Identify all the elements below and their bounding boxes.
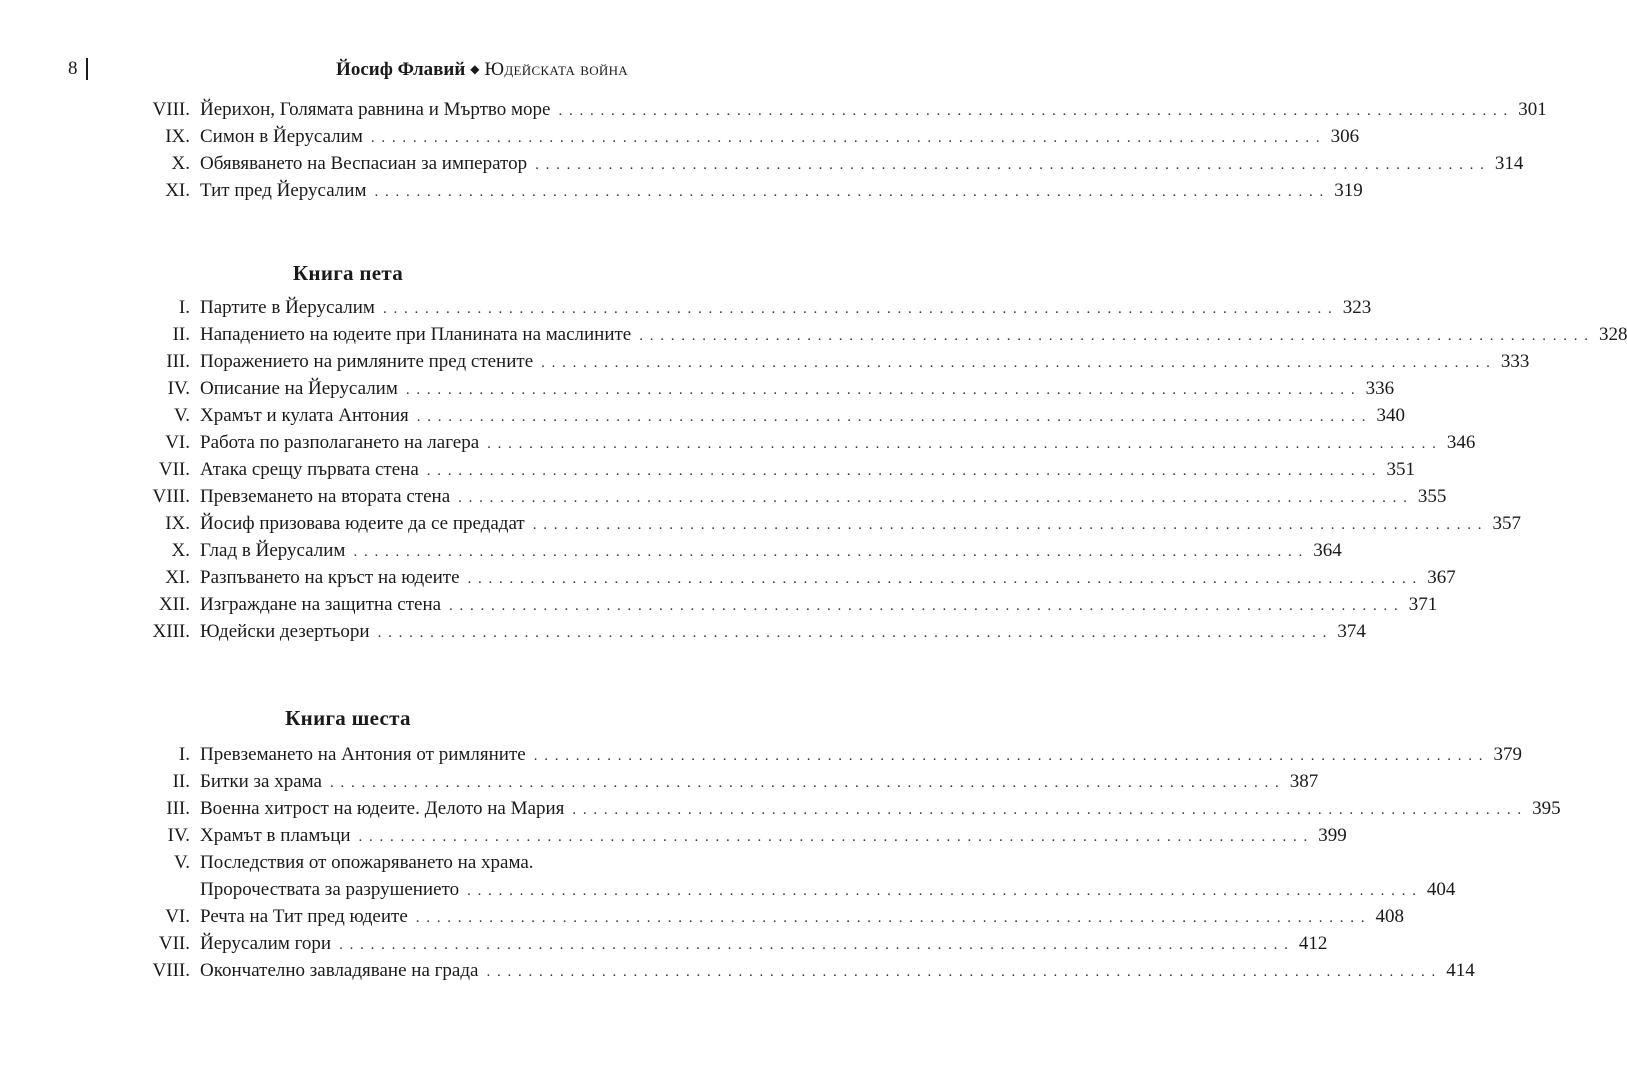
toc-entry[interactable] (68, 321, 1627, 348)
chapter-title: Глад в Йерусалим (200, 540, 346, 561)
dot-leader (534, 743, 1484, 770)
page-ref: 412 (1298, 933, 1328, 954)
page-ref: 301 (1518, 99, 1547, 120)
toc-book-six (68, 741, 1561, 984)
chapter-number: XII. (158, 594, 190, 615)
chapter-title: Атака срещу първата стена (200, 459, 419, 480)
toc-entry[interactable] (68, 402, 1406, 429)
chapter-title: Юдейски дезертьори (200, 621, 370, 642)
chapter-number: I. (178, 744, 190, 765)
chapter-number: X. (171, 153, 190, 174)
page-ref: 387 (1289, 771, 1319, 792)
dot-leader (416, 905, 1366, 932)
dot-leader (330, 770, 1280, 797)
dot-leader (572, 797, 1522, 824)
dot-leader (541, 350, 1491, 377)
chapter-number: IX. (165, 126, 190, 147)
dot-leader (383, 296, 1333, 323)
page-ref: 336 (1365, 378, 1395, 399)
chapter-title: Йосиф призовава юдеите да се предадат (200, 513, 525, 534)
chapter-number: II. (172, 771, 190, 792)
chapter-number: VIII. (152, 960, 190, 981)
toc-entry[interactable] (68, 177, 1363, 204)
page-ref: 306 (1330, 126, 1360, 147)
toc-entry[interactable] (68, 618, 1366, 645)
chapter-title: Поражението на римляните пред стените (200, 351, 534, 372)
diamond-icon: ◆ (470, 62, 480, 76)
dot-leader (535, 152, 1485, 179)
page-ref: 379 (1493, 744, 1522, 765)
chapter-number: III. (166, 351, 190, 372)
chapter-number: VI. (165, 432, 190, 453)
chapter-title: Храмът и кулата Антония (200, 405, 409, 426)
page-ref: 333 (1500, 351, 1530, 372)
toc-entry[interactable] (68, 483, 1447, 510)
toc-entry[interactable] (68, 903, 1405, 930)
book-title: Юдейската война (484, 59, 628, 80)
chapter-title: Окончателно завладяване на града (200, 960, 479, 981)
chapter-number: XIII. (152, 621, 190, 642)
dot-leader (374, 179, 1324, 206)
toc-entry[interactable] (68, 510, 1521, 537)
toc-entry[interactable] (68, 930, 1328, 957)
page-ref: 357 (1492, 513, 1521, 534)
chapter-number: III. (166, 798, 190, 819)
toc-entry[interactable] (68, 429, 1476, 456)
toc-entry[interactable] (68, 96, 1547, 123)
chapter-title: Йерихон, Голямата равнина и Мъртво море (200, 99, 551, 120)
page-ref: 414 (1446, 960, 1475, 981)
dot-leader (378, 620, 1328, 647)
chapter-title: Изграждане на защитна стена (200, 594, 442, 615)
page-ref: 323 (1342, 297, 1372, 318)
page-ref: 364 (1313, 540, 1342, 561)
page-ref: 328 (1598, 324, 1627, 345)
chapter-number: IV. (167, 378, 190, 399)
page-number: 8 (68, 58, 78, 79)
chapter-number: I. (178, 297, 190, 318)
chapter-title: Описание на Йерусалим (200, 378, 398, 399)
toc-section-continued (68, 96, 1547, 204)
book-six-heading: Книга шеста (285, 706, 411, 730)
chapter-number: VI. (165, 906, 190, 927)
dot-leader (487, 431, 1437, 458)
dot-leader (468, 566, 1418, 593)
page-ref: 340 (1376, 405, 1406, 426)
chapter-number: VII. (158, 459, 190, 480)
chapter-title: Симон в Йерусалим (200, 126, 363, 147)
chapter-title: Партите в Йерусалим (200, 297, 375, 318)
chapter-title: Военна хитрост на юдеите. Делото на Мария (200, 798, 565, 819)
toc-entry[interactable] (68, 537, 1342, 564)
dot-leader (371, 125, 1321, 152)
page-ref: 408 (1375, 906, 1405, 927)
chapter-number: VIII. (152, 486, 190, 507)
toc-entry[interactable] (68, 822, 1347, 849)
toc-entry[interactable] (68, 795, 1561, 822)
chapter-number: XI. (165, 180, 190, 201)
chapter-title: Работа по разполагането на лагера (200, 432, 480, 453)
toc-entry[interactable] (68, 375, 1395, 402)
page-ref: 319 (1334, 180, 1363, 201)
chapter-title: Йерусалим гори (200, 933, 332, 954)
page-ref: 314 (1494, 153, 1524, 174)
book-five-heading: Книга пета (292, 261, 404, 285)
dot-leader (467, 878, 1417, 905)
dot-leader (449, 593, 1399, 620)
dot-leader (486, 959, 1436, 986)
dot-leader (417, 404, 1367, 431)
toc-book-five (68, 294, 1627, 645)
dot-leader (339, 932, 1289, 959)
toc-entry[interactable] (68, 957, 1475, 984)
page-ref: 367 (1427, 567, 1456, 588)
page-ref: 346 (1446, 432, 1476, 453)
chapter-title: Превземането на втората стена (200, 486, 451, 507)
chapter-title: Превземането на Антония от римляните (200, 744, 526, 765)
running-title (336, 56, 628, 83)
dot-leader (458, 485, 1408, 512)
chapter-title-line2: Пророчествата за разрушението (200, 879, 460, 900)
toc-entry-continuation[interactable] (68, 876, 1456, 903)
page-ref: 395 (1532, 798, 1561, 819)
chapter-number: X. (171, 540, 190, 561)
dot-leader (558, 98, 1508, 125)
toc-entry[interactable] (68, 768, 1319, 795)
chapter-title: Тит пред Йерусалим (200, 180, 367, 201)
dot-leader (639, 323, 1589, 350)
dot-leader (353, 539, 1303, 566)
toc-entry[interactable] (68, 123, 1360, 150)
chapter-number: IV. (167, 825, 190, 846)
toc-entry[interactable] (68, 348, 1530, 375)
chapter-title: Разпъването на кръст на юдеите (200, 567, 460, 588)
chapter-title: Последствия от опожаряването на храма. (200, 852, 534, 873)
running-header (68, 56, 628, 82)
chapter-title: Обявяването на Веспасиан за император (200, 153, 528, 174)
toc-entry[interactable] (68, 456, 1416, 483)
toc-entry[interactable] (68, 741, 1522, 768)
header-divider (86, 58, 88, 80)
page-ref: 355 (1417, 486, 1447, 507)
page-ref: 351 (1386, 459, 1416, 480)
page-ref: 371 (1408, 594, 1438, 615)
chapter-number: V. (173, 852, 190, 873)
chapter-number: II. (172, 324, 190, 345)
chapter-number: IX. (165, 513, 190, 534)
toc-entry[interactable] (68, 564, 1456, 591)
chapter-title: Речта на Тит пред юдеите (200, 906, 408, 927)
chapter-title: Нападението на юдеите при Планината на маслините (200, 324, 632, 345)
toc-entry[interactable] (68, 591, 1438, 618)
dot-leader (406, 377, 1356, 404)
toc-entry[interactable] (68, 150, 1524, 177)
chapter-title: Храмът в пламъци (200, 825, 351, 846)
chapter-number: V. (173, 405, 190, 426)
chapter-title: Битки за храма (200, 771, 322, 792)
chapter-number: VII. (158, 933, 190, 954)
chapter-number: XI. (165, 567, 190, 588)
page-ref: 374 (1337, 621, 1366, 642)
dot-leader (533, 512, 1483, 539)
author-name: Йосиф Флавий (336, 59, 466, 80)
dot-leader (427, 458, 1377, 485)
page-ref: 399 (1318, 825, 1347, 846)
page-ref: 404 (1426, 879, 1456, 900)
dot-leader (359, 824, 1309, 851)
toc-entry[interactable] (68, 849, 628, 876)
chapter-number: VIII. (152, 99, 190, 120)
toc-entry[interactable] (68, 294, 1372, 321)
